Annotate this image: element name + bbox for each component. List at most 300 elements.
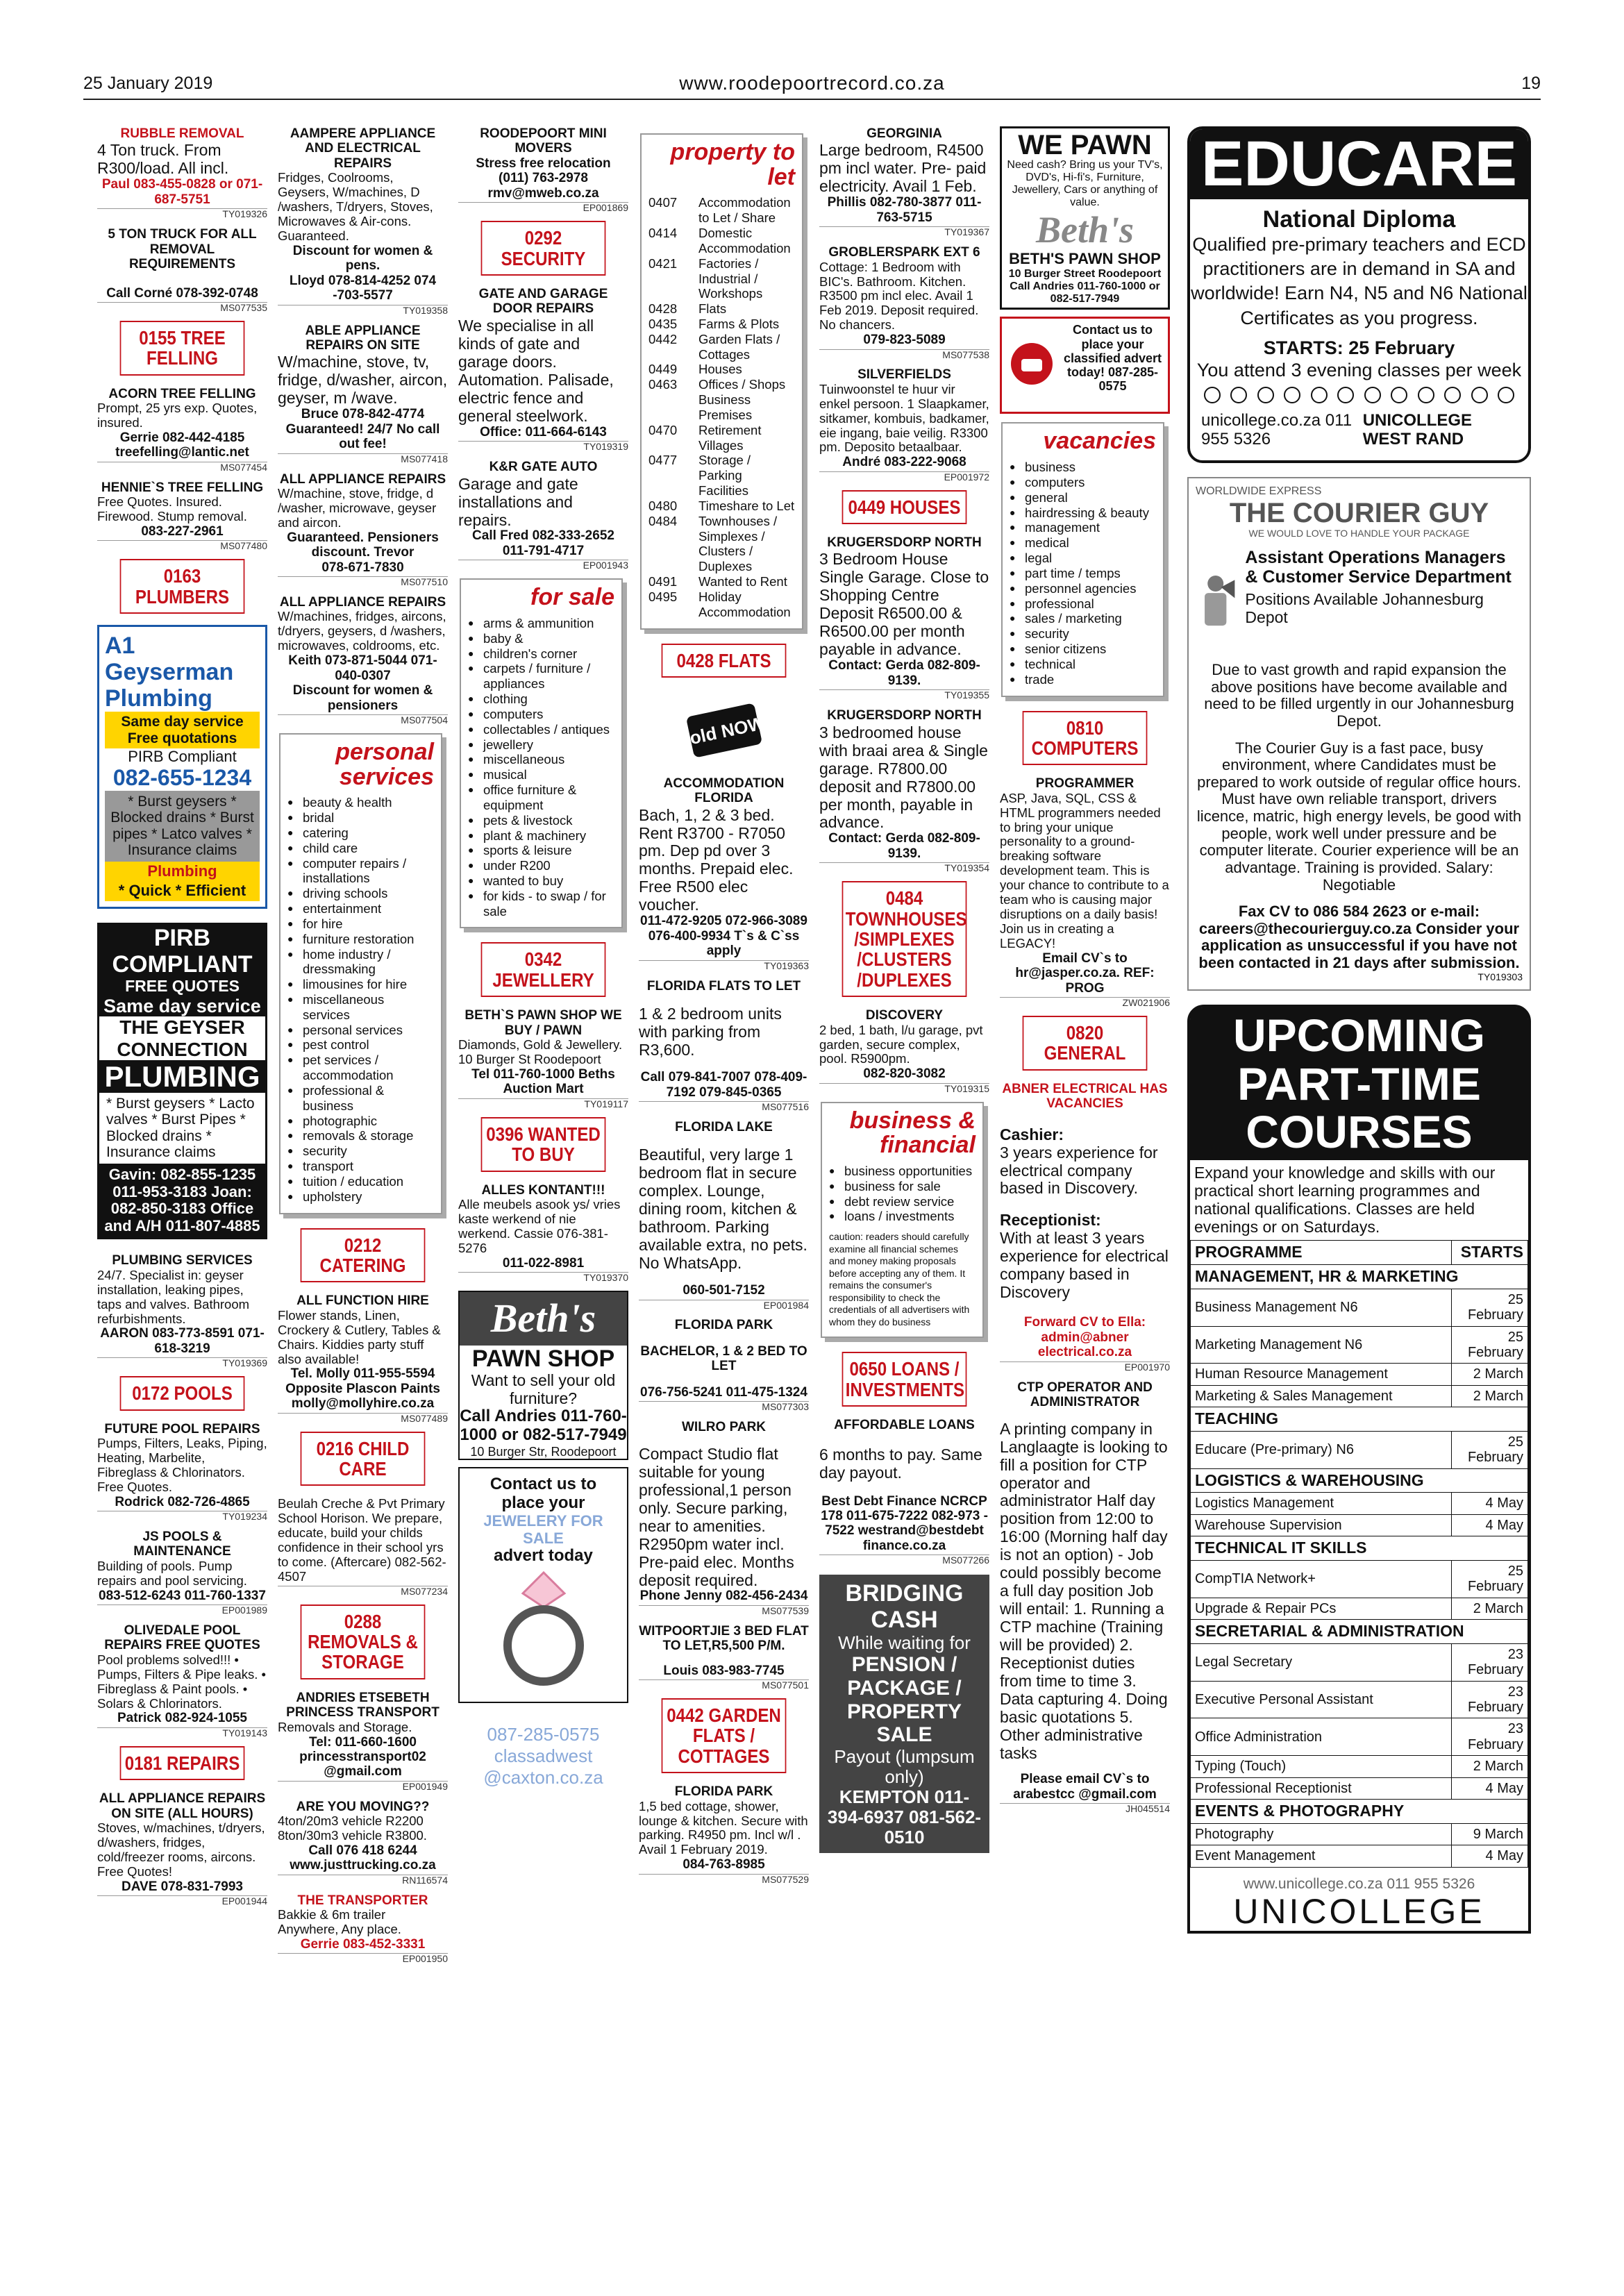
- a1-pirb: PIRB Compliant: [128, 748, 237, 766]
- ad-title: ALL APPLIANCE REPAIRS: [279, 595, 446, 610]
- index-heading: property to let: [670, 139, 795, 190]
- category-banner: 0442 GARDEN FLATS / COTTAGES: [662, 1698, 787, 1773]
- wepawn-call: Call Andries 011-760-1000 or 082-517-7949: [1010, 280, 1160, 305]
- course-start: 25 February: [1452, 1431, 1528, 1468]
- bridging-line-2: While waiting for: [838, 1632, 971, 1654]
- ad-phone: 079-823-5089: [863, 333, 946, 348]
- table-row: [1191, 1560, 1528, 1598]
- ad-ref: RN116574: [278, 1875, 448, 1886]
- ad-title: KRUGERSDORP NORTH: [827, 708, 982, 723]
- ad-phone: Tel 011-760-1000 Beths Auction Mart: [471, 1066, 615, 1097]
- index-item: ● pet services / accommodation: [287, 1053, 434, 1083]
- ad-ref: EP001950: [278, 1953, 448, 1965]
- ad-ref: MS077501: [639, 1679, 809, 1691]
- ad-ref: ZW021906: [1000, 997, 1170, 1009]
- ad-ref: MS077234: [278, 1586, 448, 1598]
- course-start: 25 February: [1452, 1289, 1528, 1326]
- ad-body: Prompt, 25 yrs exp. Quotes, insured.: [97, 401, 258, 430]
- index-item: ● business for sale: [829, 1179, 976, 1194]
- wepawn-logo: Beth's: [1035, 208, 1135, 251]
- ad-ref: TY019319: [458, 441, 628, 453]
- index-for-sale: [460, 578, 623, 928]
- wepawn-shop: BETH'S PAWN SHOP: [1009, 250, 1161, 268]
- index-item: ● miscellaneous: [468, 752, 614, 767]
- ad-ref: EP001944: [97, 1895, 267, 1907]
- course-start: 4 May: [1452, 1777, 1528, 1799]
- courier-available: Positions Available Johannesburg Depot: [1245, 590, 1484, 626]
- ad-title: ALL APPLIANCE REPAIRS ON SITE (ALL HOURS): [99, 1791, 266, 1821]
- index-item: 0480 Timeshare to Let: [648, 498, 795, 514]
- course-name: Legal Secretary: [1191, 1643, 1452, 1681]
- table-row: [1191, 1620, 1528, 1644]
- ad-witpoortjie: [639, 1624, 809, 1691]
- ad-body: 3 bedroomed house with braai area & Single garage. R7800.00 deposit and R7800.00 per month, payable in advance.: [819, 723, 988, 832]
- ad-future-pool: [97, 1422, 267, 1523]
- ad-aampere: [278, 126, 448, 317]
- ad-body: Stoves, w/machines, t/dryers, d/washers, fridges, cold/freezer rooms, aircons. Free Quotes!: [97, 1820, 265, 1879]
- table-row: [1191, 1431, 1528, 1468]
- ad-ref: EP001972: [819, 471, 989, 483]
- index-item: ● security: [1010, 626, 1156, 642]
- abner-receptionist: Receptionist:: [1000, 1211, 1101, 1230]
- abner-cashier-body: 3 years experience for electrical company based in Discovery.: [1000, 1143, 1158, 1198]
- table-row: [1191, 1468, 1528, 1493]
- ad-title: ABLE APPLIANCE REPAIRS ON SITE: [305, 323, 421, 353]
- ad-ref: MS077266: [819, 1555, 989, 1566]
- ad-ref: MS077504: [278, 714, 448, 726]
- index-item: ● business: [1010, 460, 1156, 475]
- index-item: ● technical: [1010, 657, 1156, 672]
- index-item: ● musical: [468, 767, 614, 782]
- table-row: [1191, 1799, 1528, 1823]
- ad-phone: 078-671-7830: [321, 560, 404, 575]
- column-5: [819, 126, 989, 2223]
- courier-logo: THE COURIER GUY: [1229, 497, 1489, 528]
- ad-phone: Email CV`s to hr@jasper.co.za. REF: PROG: [1015, 950, 1155, 996]
- ad-phone: Tel. Molly 011-955-5594 Opposite Plascon Paints molly@mollyhire.co.za: [285, 1366, 440, 1411]
- index-item: ● miscellaneous services: [287, 992, 434, 1023]
- ad-phone: Please email CV`s to arabestcc @gmail.com: [1013, 1772, 1157, 1802]
- ad-phone: Louis 083-983-7745: [663, 1663, 785, 1678]
- index-item: ● transport: [287, 1159, 434, 1174]
- index-item: ● medical: [1010, 535, 1156, 551]
- abner-receptionist-body: With at least 3 years experience for electrical company based in Discovery: [1000, 1229, 1169, 1302]
- ad-beths-furniture: [458, 1291, 628, 1460]
- ad-ref: TY019117: [458, 1098, 628, 1110]
- table-row: [1191, 1823, 1528, 1845]
- index-heading: for sale: [530, 584, 614, 611]
- index-item: ● tuition / education: [287, 1174, 434, 1189]
- ad-accom-florida: [639, 776, 809, 972]
- index-item: ● business opportunities: [829, 1164, 976, 1179]
- ad-phone: Office: 011-664-6143: [480, 424, 607, 439]
- ad-discount: Discount for women & pens.: [292, 243, 433, 274]
- ad-title: ALLES KONTANT!!!: [481, 1182, 605, 1198]
- ad-ctp-operator: [1000, 1380, 1170, 1815]
- ad-title: 5 TON TRUCK FOR ALL REMOVAL REQUIREMENTS: [108, 227, 257, 272]
- section-heading: MANAGEMENT, HR & MARKETING: [1191, 1265, 1528, 1289]
- upcoming-intro: Expand your knowledge and skills with our practical short learning programmes and national qualifications. Classes are held evenings or on Saturdays.: [1194, 1164, 1496, 1236]
- ad-phone: 011-472-9205 072-966-3089 076-400-9934 T`s & C`ss apply: [640, 914, 807, 959]
- category-banner: 0181 REPAIRS: [120, 1746, 245, 1780]
- ad-alles-kontant: [458, 1183, 628, 1284]
- ad-body: W/machine, stove, fridge, d /washer, microwave, geyser and aircon.: [278, 486, 437, 530]
- ad-title: ABNER ELECTRICAL HAS VACANCIES: [1002, 1081, 1168, 1112]
- beths-logo: Beth's: [460, 1292, 627, 1346]
- ad-title: CTP OPERATOR AND ADMINISTRATOR: [1017, 1380, 1153, 1410]
- ad-phone: Gerrie 083-452-3331: [300, 1937, 426, 1952]
- index-item: ● photographic: [287, 1114, 434, 1129]
- pirb-list: * Burst geysers * Lacto valves * Burst Pipes * Blocked drains * Insurance claims: [106, 1095, 255, 1161]
- ad-body: W/machine, stove, tv, fridge, d/washer, aircon, geyser, m /wave.: [278, 353, 448, 408]
- unicollege-logo: UNICOLLEGE: [1233, 1892, 1485, 1932]
- site-url[interactable]: www.roodepoortrecord.co.za: [679, 72, 945, 94]
- ad-phone: Paul 083-455-0828 or 071-687-5751: [101, 177, 263, 207]
- courier-fax: Fax CV to 086 584 2623 or e-mail: careers@thecourierguy.co.za Consider your application as unsuccessful if you have not been contacted in 21 days after submission.: [1198, 903, 1520, 972]
- ad-body: Bakkie & 6m trailer Anywhere, Any place.: [278, 1907, 401, 1937]
- ad-florida-flats: [639, 979, 809, 1113]
- index-list: [829, 1164, 976, 1224]
- index-item: ● general: [1010, 490, 1156, 505]
- course-name: Marketing Management N6: [1191, 1326, 1452, 1364]
- ad-body: Beulah Creche & Pvt Primary School Horison. We prepare, educate, build your childs confidence in their school yrs to come. (Aftercare) 082-562-4507: [278, 1496, 446, 1584]
- index-item: 0470 Retirement Villages: [648, 423, 795, 453]
- column-3: [458, 126, 628, 2223]
- index-item: ● sports & leisure: [468, 843, 614, 858]
- ad-ref: TY019369: [97, 1357, 267, 1369]
- ad-title: ANDRIES ETSEBETH PRINCESS TRANSPORT: [286, 1690, 440, 1720]
- courier-p1: Due to vast growth and rapid expansion the above positions have become available and need to be filled urgently in our Johannesburg Depot.: [1204, 661, 1514, 730]
- index-heading: business & financial: [849, 1107, 976, 1159]
- ad-mini-movers: [458, 126, 628, 214]
- ad-title: WITPOORTJIE 3 BED FLAT TO LET,R5,500 P/M.: [639, 1623, 809, 1654]
- course-start: 2 March: [1452, 1364, 1528, 1385]
- ad-ref: JH045514: [1000, 1803, 1170, 1815]
- category-banner: 0163 PLUMBERS: [120, 559, 245, 614]
- course-start: 23 February: [1452, 1681, 1528, 1718]
- ad-js-pools: [97, 1530, 267, 1616]
- index-item: ● pest control: [287, 1037, 434, 1053]
- ad-hennie: [97, 480, 267, 553]
- ad-all-appliance-site: [97, 1791, 267, 1907]
- index-item: ● arms & ammunition: [468, 616, 614, 631]
- index-item: ● computer repairs / installations: [287, 856, 434, 887]
- kids-illustration: [1190, 383, 1528, 408]
- index-item: ● jewellery: [468, 737, 614, 753]
- table-row: [1191, 1756, 1528, 1777]
- ad-ref: EP001989: [97, 1604, 267, 1616]
- index-item: ● for kids - to swap / for sale: [468, 889, 614, 919]
- table-row: [1191, 1643, 1528, 1681]
- ad-olivedale: [97, 1623, 267, 1739]
- index-item: ● part time / temps: [1010, 566, 1156, 581]
- course-start: 23 February: [1452, 1643, 1528, 1681]
- course-start: 2 March: [1452, 1598, 1528, 1619]
- ad-title: ALL FUNCTION HIRE: [296, 1293, 429, 1309]
- ad-gate-garage: [458, 287, 628, 453]
- ad-florida-park-cottage: [639, 1784, 809, 1885]
- educare-start: STARTS: 25 February: [1263, 337, 1455, 358]
- index-item: 0435 Farms & Plots: [648, 317, 795, 332]
- ad-bridging-cash: [819, 1575, 989, 1853]
- ad-body: We specialise in all kinds of gate and garage doors. Automation. Palisade, electric fence and general steelwork.: [458, 316, 614, 425]
- ad-title: K&R GATE AUTO: [489, 460, 598, 475]
- ad-title: FUTURE POOL REPAIRS: [104, 1421, 260, 1436]
- index-item: 0449 Houses: [648, 362, 795, 377]
- ad-title: KRUGERSDORP NORTH: [827, 535, 982, 550]
- column-1: [97, 126, 267, 2223]
- category-banner: 0342 JEWELLERY: [481, 942, 606, 997]
- ring-line-3: advert today: [494, 1546, 593, 1566]
- course-name: Typing (Touch): [1191, 1756, 1452, 1777]
- ad-phone: Lloyd 078-814-4252 074 -703-5577: [289, 273, 437, 303]
- a1-logo: A1 Geyserman Plumbing: [105, 632, 234, 712]
- table-row: [1191, 1385, 1528, 1407]
- table-row: [1191, 1536, 1528, 1561]
- index-item: ● security: [287, 1143, 434, 1159]
- index-item: ● loans / investments: [829, 1209, 976, 1224]
- ad-body: Compact Studio flat suitable for young professional,1 person only. Secure parking, near to amenities. R2950pm water incl. Pre-paid elec. Months deposit required.: [639, 1444, 794, 1589]
- ad-title: ARE YOU MOVING??: [296, 1799, 430, 1814]
- ad-ref: MS077480: [97, 540, 267, 552]
- ad-a1-geyserman: [97, 625, 267, 909]
- a1-quick: * Quick * Efficient: [105, 881, 260, 901]
- index-item: ● collectables / antiques: [468, 722, 614, 737]
- ad-transporter: [278, 1893, 448, 1966]
- ad-ref: TY019370: [458, 1272, 628, 1284]
- ad-all-appliance-2: [278, 595, 448, 726]
- educare-sub: National Diploma: [1262, 206, 1456, 233]
- column-4: [639, 126, 809, 2223]
- index-item: ● trade: [1010, 672, 1156, 687]
- issue-date: 25 January 2019: [83, 74, 213, 93]
- ad-title: ALL APPLIANCE REPAIRS: [279, 471, 446, 487]
- ad-phone: DAVE 078-831-7993: [122, 1879, 243, 1894]
- course-name: Marketing & Sales Management: [1191, 1385, 1452, 1407]
- ad-body: Large bedroom, R4500 pm incl water. Pre- paid electricity. Avail 1 Feb.: [819, 141, 987, 196]
- ad-phone: Contact: Gerda 082-809-9139.: [828, 831, 980, 861]
- ad-ref: EP001970: [1000, 1361, 1170, 1373]
- ad-title: PROGRAMMER: [1035, 776, 1135, 791]
- page-number: 19: [1521, 74, 1541, 93]
- table-row: [1191, 1364, 1528, 1385]
- ad-phone: 011-022-8981: [502, 1255, 585, 1271]
- course-start: 4 May: [1452, 1493, 1528, 1514]
- index-item: ● children's corner: [468, 646, 614, 662]
- index-item: 0484 Townhouses / Simplexes / Clusters / Duplexes: [648, 514, 795, 574]
- index-item: ● office furniture & equipment: [468, 782, 614, 813]
- ad-georginia: [819, 126, 989, 238]
- ad-ref: EP001943: [458, 560, 628, 571]
- ad-andries: [278, 1691, 448, 1793]
- index-item: ● pets & livestock: [468, 813, 614, 828]
- wepawn-address: 10 Burger Street Roodepoort: [1008, 267, 1162, 280]
- wepawn-heading: WE PAWN: [1018, 130, 1152, 160]
- section-heading: EVENTS & PHOTOGRAPHY: [1191, 1799, 1528, 1823]
- bridging-line-4: Payout (lumpsum only): [834, 1745, 975, 1787]
- table-row: [1191, 1845, 1528, 1867]
- ad-ref: TY019367: [819, 226, 989, 238]
- pirb-phones: Gavin: 082-855-1235 011-953-3183 Joan: 082-850-3183 Office and A/H 011-807-4885: [99, 1164, 265, 1238]
- ad-title: HENNIE`S TREE FELLING: [101, 480, 264, 495]
- index-item: ● computers: [1010, 475, 1156, 490]
- ad-florida-lake: [639, 1120, 809, 1312]
- table-row: [1191, 1326, 1528, 1364]
- ad-phone: Call 079-841-7007 078-409-7192 079-845-0365: [640, 1070, 807, 1100]
- index-item: ● debt review service: [829, 1194, 976, 1209]
- index-item: ● professional: [1010, 596, 1156, 612]
- index-item: 0421 Factories / Industrial / Workshops: [648, 256, 795, 301]
- index-item: 0428 Flats: [648, 301, 795, 317]
- ad-body: Pumps, Filters, Leaks, Piping, Heating, Marbelite, Fibreglass & Chlorinators. Free Quotes.: [97, 1436, 267, 1494]
- ad-ref: MS077489: [278, 1413, 448, 1425]
- index-item: ● computers: [468, 707, 614, 722]
- ad-title: JS POOLS & MAINTENANCE: [133, 1529, 231, 1559]
- ad-jewellery-contact: [458, 1467, 628, 1703]
- ad-ref: MS077529: [639, 1874, 809, 1886]
- index-property-to-let: [640, 133, 803, 630]
- ad-ref: TY019358: [278, 305, 448, 317]
- index-item: ● driving schools: [287, 886, 434, 901]
- ad-title: THE TRANSPORTER: [297, 1893, 428, 1908]
- ad-moving: [278, 1800, 448, 1886]
- index-list: [1010, 460, 1156, 687]
- educare-web[interactable]: unicollege.co.za 011 955 5326: [1201, 410, 1353, 449]
- section-heading: LOGISTICS & WAREHOUSING: [1191, 1468, 1528, 1493]
- abner-forward: Forward CV to Ella: admin@abner electrical.co.za: [1023, 1315, 1146, 1360]
- a1-plumbing: Plumbing: [105, 862, 260, 882]
- ad-body: Free Quotes. Insured. Firewood. Stump removal.: [97, 494, 247, 524]
- ad-title: AFFORDABLE LOANS: [834, 1418, 975, 1433]
- pirb-free: FREE QUOTES: [99, 978, 265, 996]
- course-name: Business Management N6: [1191, 1289, 1452, 1326]
- ad-ref: TY019363: [639, 960, 809, 972]
- sold-now-text: Sold NOW!: [676, 711, 773, 751]
- ad-discount: Guaranteed. Pensioners discount. Trevor: [287, 530, 439, 560]
- category-banner: 0288 REMOVALS & STORAGE: [301, 1604, 426, 1679]
- course-name: Executive Personal Assistant: [1191, 1681, 1452, 1718]
- ad-title: FLORIDA PARK: [674, 1318, 773, 1333]
- ad-title: GEORGINIA: [867, 126, 942, 141]
- category-banner: 0449 HOUSES: [842, 490, 967, 524]
- column-7: [1187, 126, 1531, 2251]
- ad-body: 6 months to pay. Same day payout.: [819, 1445, 982, 1482]
- ad-phone: Phillis 082-780-3877 011-763-5715: [827, 195, 982, 225]
- category-banner: 0428 FLATS: [662, 644, 787, 678]
- ad-phone: Best Debt Finance NCRCP 178 011-675-7222 082-973 - 7522 westrand@bestdebt finance.co.za: [821, 1493, 988, 1553]
- unicollege-web[interactable]: www.unicollege.co.za 011 955 5326: [1243, 1875, 1475, 1892]
- ad-ref: TY019143: [97, 1727, 267, 1739]
- bridging-line-1: BRIDGING CASH: [845, 1580, 964, 1634]
- ad-geyser-connection: [97, 923, 267, 1239]
- a1-yellow: Same day service Free quotations: [105, 712, 260, 748]
- ad-we-pawn: [1000, 126, 1170, 310]
- course-table: [1190, 1240, 1528, 1867]
- index-item: ● wanted to buy: [468, 873, 614, 889]
- ad-rubble: [97, 126, 267, 220]
- ad-ref: MS077303: [639, 1401, 809, 1413]
- ad-ref: MS077454: [97, 462, 267, 474]
- pirb-geyser: THE GEYSER CONNECTION: [117, 1016, 248, 1060]
- index-item: ● personnel agencies: [1010, 581, 1156, 596]
- ad-ref: MS077516: [639, 1101, 809, 1113]
- sold-badge: [639, 689, 809, 769]
- index-business-financial: [821, 1102, 984, 1339]
- course-name: Logistics Management: [1191, 1493, 1452, 1514]
- ad-all-appliance: [278, 472, 448, 588]
- ad-5ton: [97, 227, 267, 314]
- ad-body: Cottage: 1 Bedroom with BIC's. Bathroom. Kitchen. R3500 pm incl elec. Avail 1 Feb 2019. Deposit required. No chancers.: [819, 259, 979, 333]
- phone-icon: [1007, 340, 1056, 388]
- ad-phone: 082-820-3082: [863, 1066, 946, 1082]
- ad-title: WILRO PARK: [681, 1420, 767, 1435]
- ad-body: 1,5 bed cottage, shower, lounge & kitchen. Secure with parking. R4950 pm. Incl w/l . Avail 1 February 2019.: [639, 1798, 808, 1857]
- table-row: [1191, 1598, 1528, 1619]
- section-heading: SECRETARIAL & ADMINISTRATION: [1191, 1620, 1528, 1644]
- course-name: Office Administration: [1191, 1718, 1452, 1756]
- beths-question: Want to sell your old furniture?: [471, 1371, 616, 1407]
- course-name: Professional Receptionist: [1191, 1777, 1452, 1799]
- ad-title: DISCOVERY: [865, 1008, 944, 1023]
- index-list: [468, 616, 614, 919]
- ad-groblerspark: [819, 245, 989, 360]
- ad-body: Alle meubels asook ys/ vries kaste werkend of nie werkend. Cassie 076-381-5276: [458, 1196, 621, 1255]
- index-item: ● carpets / furniture / appliances: [468, 661, 614, 692]
- course-name: Human Resource Management: [1191, 1364, 1452, 1385]
- ad-body: 1 & 2 bedroom units with parking from R3,600.: [639, 1005, 782, 1059]
- index-item: ● clothing: [468, 692, 614, 707]
- ad-phone: Phone Jenny 082-456-2434: [639, 1589, 808, 1604]
- ad-wilro: [639, 1420, 809, 1617]
- index-item: ● child care: [287, 841, 434, 856]
- category-banner: 0820 GENERAL: [1023, 1016, 1148, 1071]
- ad-body: Fridges, Coolrooms, Geysers, W/machines, D /washers, T/dryers, Stoves, Microwaves & Air-cons. Guaranteed.: [278, 170, 433, 243]
- sold-now-icon: [676, 689, 773, 765]
- index-heading: personal services: [335, 738, 434, 790]
- ad-body: 24/7. Specialist in: geyser installation, leaking pipes, taps and valves. Bathroom refurbishments.: [97, 1267, 250, 1326]
- index-item: ● bridal: [287, 810, 434, 826]
- ring-line-2: JEWELERY FOR SALE: [483, 1512, 603, 1547]
- ad-body: Pool problems solved!!! • Pumps, Filters & Pipe leaks. • Fibreglass & Paint pools. • Solars & Chlorinators.: [97, 1652, 266, 1711]
- index-item: ● plant & machinery: [468, 828, 614, 844]
- category-banner: 0810 COMPUTERS: [1023, 711, 1148, 766]
- ad-title: GATE AND GARAGE DOOR REPAIRS: [478, 286, 608, 317]
- course-start: 4 May: [1452, 1514, 1528, 1536]
- column-6: [1000, 126, 1170, 2223]
- ad-phone: 083-512-6243 011-760-1337: [99, 1588, 266, 1603]
- ad-body: 4ton/20m3 vehicle R2200 8ton/30m3 vehicle R3800.: [278, 1813, 427, 1843]
- ad-phone: Patrick 082-924-1055: [117, 1711, 247, 1726]
- ad-phone: 083-227-2961: [141, 523, 224, 539]
- ad-body: Flower stands, Linen, Crockery & Cutlery, Tables & Chairs. Kiddies party stuff also available!: [278, 1307, 441, 1366]
- course-start: 23 February: [1452, 1718, 1528, 1756]
- ad-florida-park: [639, 1318, 809, 1413]
- caution-text: caution: readers should carefully examine all financial schemes and money making proposals before accepting any of them. It remains the consumer's responsibility to check the credentials of all advertisers with whom they do business: [829, 1231, 970, 1327]
- ad-beths-pawn: [458, 1008, 628, 1109]
- table-row: [1191, 1265, 1528, 1289]
- ad-phone: Call 076 418 6244 www.justtrucking.co.za: [290, 1843, 436, 1873]
- index-item: ● upholstery: [287, 1189, 434, 1205]
- ad-body: W/machines, fridges, aircons, t/dryers, geysers, d /washers, microwaves, coldrooms, etc.: [278, 609, 446, 653]
- ad-title: FLORIDA FLATS TO LET: [646, 978, 801, 994]
- ad-kr-gate: [458, 460, 628, 571]
- index-item: ● management: [1010, 520, 1156, 535]
- ad-title: ROODEPOORT MINI MOVERS: [480, 126, 607, 156]
- table-row: [1191, 1493, 1528, 1514]
- ad-body: Garage and gate installations and repairs.: [458, 474, 578, 529]
- index-item: ● removals & storage: [287, 1128, 434, 1143]
- index-item: ● catering: [287, 826, 434, 841]
